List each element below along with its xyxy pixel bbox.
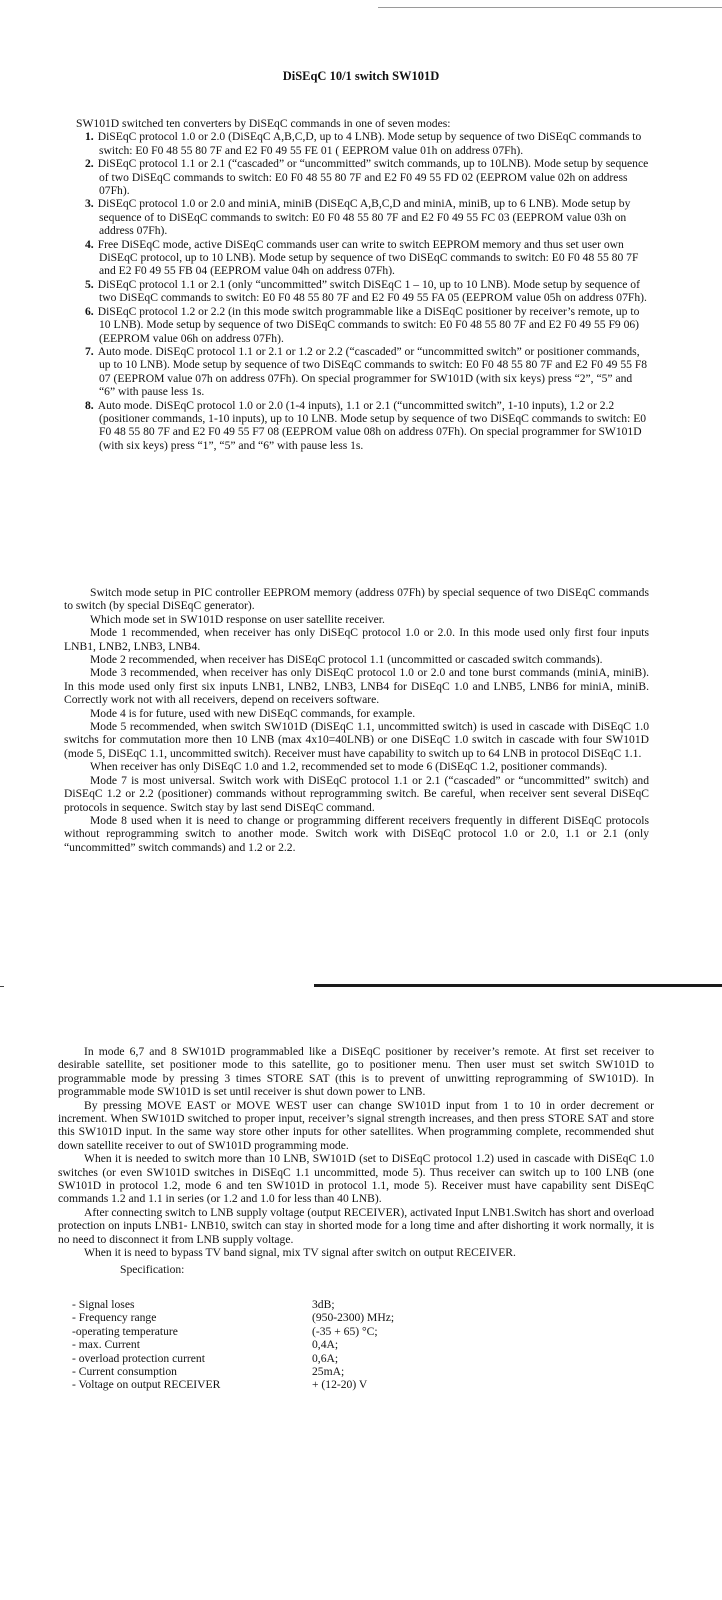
spec-value: 25mA; [312, 1365, 345, 1379]
mode-item: 7. Auto mode. DiSEqC protocol 1.1 or 2.1 or 1.2 or 2.2 (“cascaded” or “uncommitted switch” or positioner commands, up to 10 LNB). Mode setup by sequence of two DiSEqC commands to switch: E0 F0 48 55 80 7F and E2 F0 49 55 F8 07 (EEPROM value 07h on address 07Fh). On special programmer for SW101D (with six keys) press “2”, “5” and “6” with pause less 1s. [85, 344, 648, 399]
paragraph: Mode 1 recommended, when receiver has only DiSEqC protocol 1.0 or 2.0. In this mode used only first four inputs LNB1, LNB2, LNB3, LNB4. [64, 626, 649, 653]
spec-row [72, 1365, 394, 1378]
mode-item: 3. DiSEqC protocol 1.0 or 2.0 and miniA, miniB (DiSEqC A,B,C,D and miniA, miniB, up to 6 LNB). Mode setup by sequence of to DiSEqC commands to switch: E0 F0 48 55 80 7F and E2 F0 49 55 FC 03 (EEPROM value 03h on address 07Fh). [85, 197, 631, 238]
top-rule [378, 7, 722, 8]
paragraph: When receiver has only DiSEqC 1.0 and 1.2, recommended set to mode 6 (DiSEqC 1.2, positioner commands). [90, 760, 608, 774]
spec-row [72, 1338, 394, 1351]
intro-text: SW101D switched ten converters by DiSEqC commands in one of seven modes: [76, 117, 451, 130]
spec-label: - Voltage on output RECEIVER [72, 1378, 221, 1392]
spec-label: - Signal loses [72, 1298, 135, 1311]
paragraph: Mode 2 recommended, when receiver has DiSEqC protocol 1.1 (uncommitted or cascaded switch commands). [90, 653, 603, 667]
spec-row [72, 1311, 394, 1324]
paragraph: Mode 3 recommended, when receiver has only DiSEqC protocol 1.0 or 2.0 and tone burst commands (miniA, miniB). In this mode used only first six inputs LNB1, LNB2, LNB3, LNB4 for DiSEqC 1.0 and LNB5, LNB6 for miniA, miniB. Correctly work not with all receivers, depend on receivers software. [64, 666, 649, 707]
specification-table [72, 1298, 394, 1392]
description-section [64, 586, 649, 854]
spec-row [72, 1325, 394, 1338]
paragraph: By pressing MOVE EAST or MOVE WEST user can change SW101D input from 1 to 10 in order decrement or increment. When SW101D switched to proper input, receiver’s signal strength increases, and then press STORE SAT and store this SW101D input. In the same way store other inputs for other satellites. When programming complete, recommended shut down satellite receiver to out of SW101D programming mode. [58, 1098, 654, 1152]
mode-item: 5. DiSEqC protocol 1.1 or 2.1 (only “uncommitted” switch DiSEqC 1 – 10, up to 10 LNB). Mode setup by sequence of two DiSEqC commands to switch: E0 F0 48 55 80 7F and E2 F0 49 55 FA 05 (EEPROM value 05h on address 07Fh). [85, 277, 647, 305]
spec-value: (-35 + 65) °C; [312, 1324, 378, 1338]
spec-label: - Current consumption [72, 1365, 177, 1379]
paragraph: Which mode set in SW101D response on user satellite receiver. [90, 612, 385, 626]
paragraph: When it is needed to switch more than 10 LNB, SW101D (set to DiSEqC protocol 1.2) used in cascade with DiSEqC 1.0 switches (or even SW101D switches in DiSEqC 1.1 uncommitted, mode 5). Thus receiver can switch up to 100 LNB (one SW101D in protocol 1.2, mode 6 and ten SW101D in protocol 1.1, mode 5). Receiver must have capability sent DiSEqC commands 1.2 and 1.1 in series (or 1.2 and 1.0 for less than 40 LNB). [58, 1152, 654, 1206]
paragraph: Switch mode setup in PIC controller EEPROM memory (address 07Fh) by special sequence of two DiSEqC commands to switch (by special DiSEqC generator). [64, 586, 649, 613]
margin-mark [0, 986, 4, 987]
spec-row [72, 1298, 394, 1311]
modes-list [64, 130, 649, 452]
mode-item: 4. Free DiSEqC mode, active DiSEqC commands user can write to switch EEPROM memory and thus set user own DiSEqC protocol, up to 10 LNB). Mode setup by sequence of two DiSEqC commands to switch: E0 F0 48 55 80 7F and E2 F0 49 55 FB 04 (EEPROM value 04h on address 07Fh). [85, 237, 639, 278]
paragraph: In mode 6,7 and 8 SW101D programmabled like a DiSEqC positioner by receiver’s remote. At first set receiver to desirable satellite, set positioner mode to this satellite, go to positioner menu. Then user must set switch SW101D to programmable mode by pressing 3 times STORE SAT (this is to prevent of unwitting reprogramming of SW101D). In programmable mode SW101D is set until receiver is shut down power to LNB. [58, 1045, 654, 1099]
spec-value: + (12-20) V [312, 1378, 368, 1392]
paragraph: After connecting switch to LNB supply voltage (output RECEIVER), activated Input LNB1.Switch has short and overload protection on inputs LNB1- LNB10, switch can stay in shorted mode for a long time and after dishorting it work normally, it is no need to disconnect it from LNB supply voltage. [58, 1205, 654, 1246]
spec-row [72, 1352, 394, 1365]
modes-section [64, 117, 649, 452]
spec-label: - overload protection current [72, 1351, 205, 1365]
paragraph: Mode 7 is most universal. Switch work with DiSEqC protocol 1.1 or 2.1 (“cascaded” or “uncommitted” switch) and DiSEqC 1.2 or 2.2 (positioner) commands without reprogramming switch. Be careful, when receiver sent several DiSEqC protocols in sequence. Switch stay by last send DiSEqC command. [64, 773, 649, 814]
specification-title: Specification: [120, 1263, 185, 1276]
paragraph: Mode 8 used when it is need to change or programming different receivers frequently in different DiSEqC protocols without reprogramming switch to another mode. Switch work with DiSEqC protocol 1.0 or 2.0, 1.1 or 2.1 (only “uncommitted” switch commands) and 1.2 or 2.2. [64, 813, 649, 854]
paragraph: Mode 4 is for future, used with new DiSEqC commands, for example. [90, 706, 416, 720]
spec-value: 0,4A; [312, 1338, 339, 1352]
spec-value: 0,6A; [312, 1351, 339, 1365]
mode-item: 1. DiSEqC protocol 1.0 or 2.0 (DiSEqC A,B,C,D, up to 4 LNB). Mode setup by sequence of two DiSEqC commands to switch: E0 F0 48 55 80 7F and E2 F0 49 55 FE 01 ( EEPROM value 01h on address 07Fh). [85, 130, 642, 157]
spec-label: -operating temperature [72, 1324, 178, 1338]
mode-item: 2. DiSEqC protocol 1.1 or 2.1 (“cascaded” or “uncommitted” switch commands, up to 10LNB). Mode setup by sequence of two DiSEqC commands to switch: E0 F0 48 55 80 7F and E2 F0 49 55 FD 02 (EEPROM value 02h on address 07Fh). [85, 157, 649, 198]
spec-value: (950-2300) MHz; [312, 1311, 395, 1325]
spec-label: - Frequency range [72, 1311, 157, 1325]
paragraph: When it is need to bypass TV band signal, mix TV signal after switch on output RECEIVER. [84, 1246, 516, 1260]
mode-item: 8. Auto mode. DiSEqC protocol 1.0 or 2.0 (1-4 inputs), 1.1 or 2.1 (“uncommitted switch”, 1-10 inputs), 1.2 or 2.2 (positioner commands, 1-10 inputs), up to 10 LNB. Mode setup by sequence of two DiSEqC commands to switch: E0 F0 48 55 80 7F and E2 F0 49 55 F7 08 (EEPROM value 08h on address 07Fh). On special programmer for SW101D (with six keys) press “1”, “5” and “6” with pause less 1s. [85, 398, 647, 452]
document-title: DiSEqC 10/1 switch SW101D [282, 69, 440, 83]
page-divider-rule [314, 984, 722, 987]
mode-item: 6. DiSEqC protocol 1.2 or 2.2 (in this mode switch programmable like a DiSEqC positioner by receiver’s remote, up to 10 LNB). Mode setup by sequence of two DiSEqC commands to switch: E0 F0 48 55 80 7F and E2 F0 49 55 F9 06) (EEPROM value 06h on address 07Fh). [85, 304, 640, 345]
paragraph: Mode 5 recommended, when switch SW101D (DiSEqC 1.1, uncommitted switch) is used in cascade with DiSEqC 1.0 switchs for commutation more then 10 LNB (max 4x10=40LNB) or one DiSEqC 1.0 switch in cascade with four SW101D (mode 5, DiSEqC 1.1, uncommitted switch). Receiver must have capability to switch up to 64 LNB in protocol DiSEqC 1.1. [64, 720, 649, 760]
spec-value: 3dB; [312, 1298, 335, 1311]
spec-label: - max. Current [72, 1338, 140, 1352]
spec-row [72, 1378, 394, 1391]
programming-section [58, 1045, 654, 1260]
